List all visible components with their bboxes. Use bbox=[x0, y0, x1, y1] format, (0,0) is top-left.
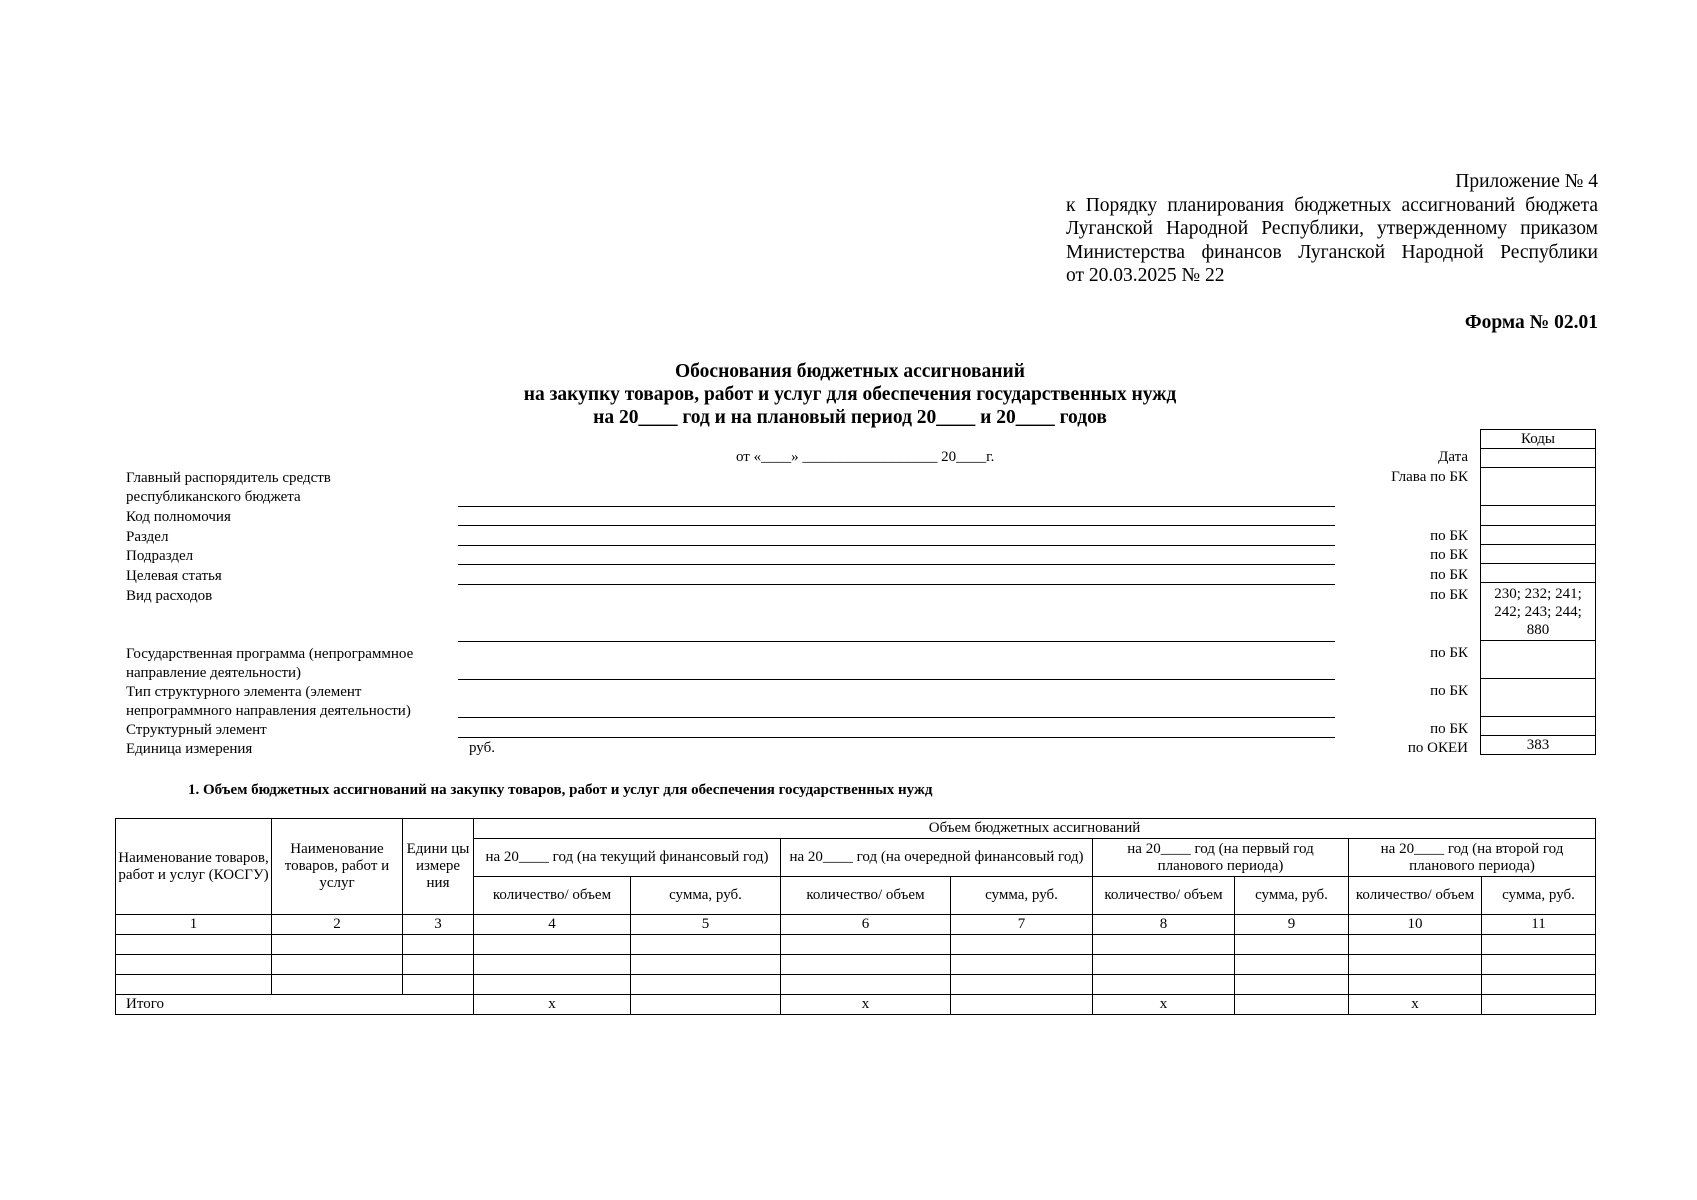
table-cell[interactable] bbox=[1349, 975, 1482, 995]
label-tip-elementa: Тип структурного элемента (элемент непрограммного направления деятельности) bbox=[126, 684, 411, 719]
table-cell[interactable] bbox=[474, 955, 631, 975]
table-cell[interactable] bbox=[1349, 935, 1482, 955]
table-cell[interactable] bbox=[116, 975, 272, 995]
header-qty-3: количество/ объем bbox=[1093, 877, 1235, 915]
codes-header: Коды bbox=[1481, 430, 1596, 449]
total-label: Итого bbox=[116, 995, 474, 1015]
label-edinitsa: Единица измерения bbox=[126, 741, 253, 757]
table-cell[interactable] bbox=[1093, 975, 1235, 995]
unit-value: руб. bbox=[469, 740, 495, 756]
table-cell[interactable] bbox=[116, 935, 272, 955]
column-numbers-row bbox=[116, 915, 1596, 935]
table-cell[interactable] bbox=[781, 955, 951, 975]
code-cell-vid[interactable]: 230; 232; 241; 242; 243; 244; 880 bbox=[1481, 583, 1596, 641]
section-1-title: 1. Объем бюджетных ассигнований на закупку товаров, работ и услуг для обеспечения государственных нужд bbox=[188, 782, 933, 798]
table-cell[interactable] bbox=[403, 975, 474, 995]
total-sum-cell[interactable] bbox=[631, 995, 781, 1015]
table-cell[interactable] bbox=[403, 955, 474, 975]
label-date: Дата bbox=[1438, 449, 1468, 465]
table-cell[interactable] bbox=[631, 935, 781, 955]
document-title bbox=[400, 360, 1300, 429]
table-cell[interactable] bbox=[272, 975, 403, 995]
label-strukturny-element: Структурный элемент bbox=[126, 722, 267, 738]
total-sum-cell[interactable] bbox=[1482, 995, 1596, 1015]
line-tselevaya[interactable] bbox=[458, 584, 1335, 585]
annex-line-4: Министерства финансов Луганской Народной Республики bbox=[1066, 241, 1598, 263]
table-cell[interactable] bbox=[1235, 935, 1349, 955]
header-col-3: Едини цы измере ния bbox=[403, 819, 474, 915]
col-number: 11 bbox=[1482, 915, 1596, 935]
line-tip-elementa[interactable] bbox=[458, 717, 1335, 718]
date-line: от «____» __________________ 20____г. bbox=[736, 449, 995, 465]
x-mark: x bbox=[1349, 995, 1482, 1015]
label-rasporyaditel: Главный распорядитель средств республиканского бюджета bbox=[126, 470, 331, 505]
label-razdel: Раздел bbox=[126, 529, 169, 545]
col-number: 2 bbox=[272, 915, 403, 935]
title-line-3: на 20____ год и на плановый период 20____ и 20____ годов bbox=[593, 407, 1107, 428]
label-glava: Глава по БК bbox=[1391, 469, 1468, 485]
line-podrazdel[interactable] bbox=[458, 564, 1335, 565]
line-programma[interactable] bbox=[458, 679, 1335, 680]
line-strukturny-element[interactable] bbox=[458, 737, 1335, 738]
label-kod-polnomochiya: Код полномочия bbox=[126, 509, 231, 525]
header-qty-2: количество/ объем bbox=[781, 877, 951, 915]
header-sum-1: сумма, руб. bbox=[631, 877, 781, 915]
header-sum-2: сумма, руб. bbox=[951, 877, 1093, 915]
table-row bbox=[116, 955, 1596, 975]
header-col-2: Наименование товаров, работ и услуг bbox=[272, 819, 403, 915]
header-volume: Объем бюджетных ассигнований bbox=[474, 819, 1596, 839]
table-cell[interactable] bbox=[1349, 955, 1482, 975]
appropriations-table bbox=[115, 818, 1596, 1015]
annex-line-1: Приложение № 4 bbox=[1455, 171, 1598, 192]
label-element-bk: по БК bbox=[1430, 721, 1468, 737]
header-sum-3: сумма, руб. bbox=[1235, 877, 1349, 915]
x-mark: x bbox=[781, 995, 951, 1015]
col-number: 8 bbox=[1093, 915, 1235, 935]
label-programma: Государственная программа (непрограммное направление деятельности) bbox=[126, 646, 414, 681]
table-cell[interactable] bbox=[116, 955, 272, 975]
label-podrazdel-bk: по БК bbox=[1430, 547, 1468, 563]
col-number: 7 bbox=[951, 915, 1093, 935]
table-cell[interactable] bbox=[1093, 935, 1235, 955]
annex-line-2: к Порядку планирования бюджетных ассигнований бюджета bbox=[1066, 194, 1598, 216]
table-cell[interactable] bbox=[1482, 975, 1596, 995]
code-cell-okei[interactable]: 383 bbox=[1481, 736, 1596, 755]
code-cell-programma[interactable] bbox=[1481, 641, 1596, 679]
label-razdel-bk: по БК bbox=[1430, 528, 1468, 544]
table-cell[interactable] bbox=[474, 935, 631, 955]
table-cell[interactable] bbox=[781, 935, 951, 955]
header-period-2: на 20____ год (на очередной финансовый год) bbox=[781, 839, 1093, 877]
code-cell-razdel[interactable] bbox=[1481, 526, 1596, 545]
annex-line-5: от 20.03.2025 № 22 bbox=[1066, 265, 1225, 286]
header-col-1: Наименование товаров, работ и услуг (КОСГУ) bbox=[116, 819, 272, 915]
col-number: 4 bbox=[474, 915, 631, 935]
table-cell[interactable] bbox=[951, 955, 1093, 975]
header-sum-4: сумма, руб. bbox=[1482, 877, 1596, 915]
title-line-1: Обоснования бюджетных ассигнований bbox=[675, 361, 1025, 382]
table-cell[interactable] bbox=[1482, 955, 1596, 975]
table-cell[interactable] bbox=[1093, 955, 1235, 975]
form-number: Форма № 02.01 bbox=[1464, 312, 1598, 333]
code-cell-tselevaya[interactable] bbox=[1481, 564, 1596, 583]
label-okei: по ОКЕИ bbox=[1407, 740, 1468, 756]
x-mark: x bbox=[474, 995, 631, 1015]
table-cell[interactable] bbox=[474, 975, 631, 995]
table-cell[interactable] bbox=[403, 935, 474, 955]
label-programma-bk: по БК bbox=[1430, 645, 1468, 661]
header-qty-4: количество/ объем bbox=[1349, 877, 1482, 915]
line-vid-raskhodov[interactable] bbox=[458, 641, 1335, 642]
table-cell[interactable] bbox=[631, 975, 781, 995]
code-cell-element[interactable] bbox=[1481, 717, 1596, 736]
table-cell[interactable] bbox=[1482, 935, 1596, 955]
label-tip-bk: по БК bbox=[1430, 683, 1468, 699]
col-number: 6 bbox=[781, 915, 951, 935]
table-cell[interactable] bbox=[272, 955, 403, 975]
code-cell-glava[interactable] bbox=[1481, 468, 1596, 506]
code-cell-podrazdel[interactable] bbox=[1481, 545, 1596, 564]
col-number: 3 bbox=[403, 915, 474, 935]
table-cell[interactable] bbox=[781, 975, 951, 995]
header-period-4: на 20____ год (на второй год планового периода) bbox=[1349, 839, 1596, 877]
codes-table bbox=[1480, 429, 1596, 755]
table-cell[interactable] bbox=[1235, 955, 1349, 975]
line-kod-polnomochiya[interactable] bbox=[458, 525, 1335, 526]
total-sum-cell[interactable] bbox=[1235, 995, 1349, 1015]
table-cell[interactable] bbox=[272, 935, 403, 955]
label-tselevaya-bk: по БК bbox=[1430, 567, 1468, 583]
label-tselevaya: Целевая статья bbox=[126, 568, 222, 584]
annex-block bbox=[1066, 170, 1598, 288]
total-sum-cell[interactable] bbox=[951, 995, 1093, 1015]
table-row bbox=[116, 935, 1596, 955]
label-vid-raskhodov: Вид расходов bbox=[126, 588, 213, 604]
line-rasporyaditel[interactable] bbox=[458, 506, 1335, 507]
header-qty-1: количество/ объем bbox=[474, 877, 631, 915]
table-cell[interactable] bbox=[631, 955, 781, 975]
title-line-2: на закупку товаров, работ и услуг для обеспечения государственных нужд bbox=[523, 384, 1177, 405]
col-number: 9 bbox=[1235, 915, 1349, 935]
code-cell-date[interactable] bbox=[1481, 449, 1596, 468]
header-period-1: на 20____ год (на текущий финансовый год) bbox=[474, 839, 781, 877]
header-period-3: на 20____ год (на первый год планового периода) bbox=[1093, 839, 1349, 877]
code-cell-tip[interactable] bbox=[1481, 679, 1596, 717]
table-cell[interactable] bbox=[1235, 975, 1349, 995]
label-podrazdel: Подраздел bbox=[126, 548, 194, 564]
table-row bbox=[116, 975, 1596, 995]
col-number: 5 bbox=[631, 915, 781, 935]
col-number: 1 bbox=[116, 915, 272, 935]
line-razdel[interactable] bbox=[458, 545, 1335, 546]
annex-line-3: Луганской Народной Республики, утвержденному приказом bbox=[1066, 218, 1598, 239]
table-cell[interactable] bbox=[951, 975, 1093, 995]
x-mark: x bbox=[1093, 995, 1235, 1015]
code-cell-kod[interactable] bbox=[1481, 506, 1596, 526]
total-row bbox=[116, 995, 1596, 1015]
col-number: 10 bbox=[1349, 915, 1482, 935]
table-cell[interactable] bbox=[951, 935, 1093, 955]
label-vid-bk: по БК bbox=[1430, 587, 1468, 603]
